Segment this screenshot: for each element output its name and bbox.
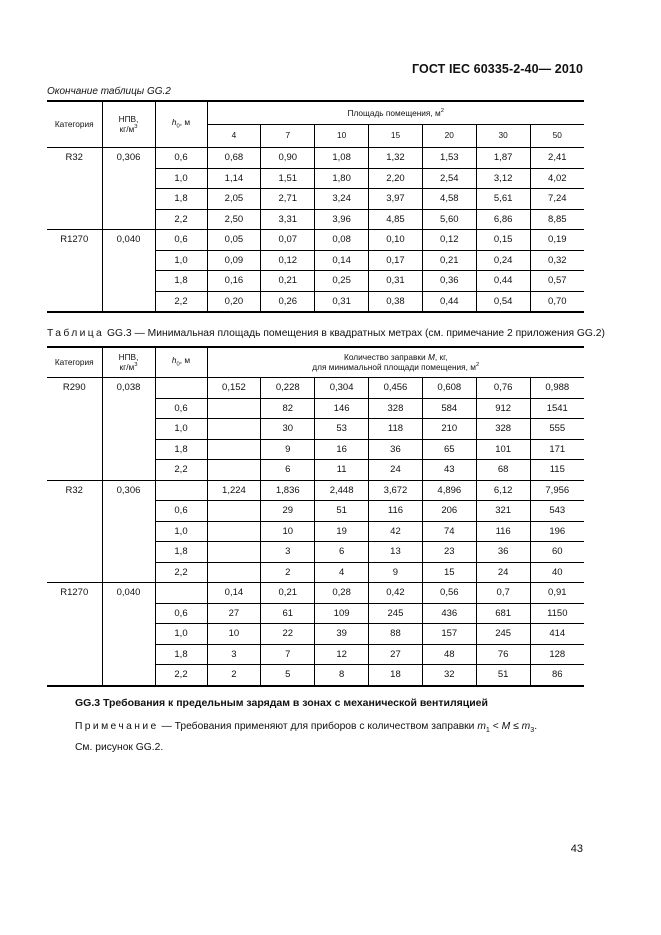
charge-cell: 0,228 <box>261 378 315 399</box>
value-cell: 321 <box>476 501 530 522</box>
value-cell: 0,08 <box>315 230 369 251</box>
value-cell: 4,58 <box>422 189 476 210</box>
value-cell: 27 <box>207 603 261 624</box>
value-cell: 88 <box>369 624 423 645</box>
value-cell <box>207 439 261 460</box>
charge-cell: 0,152 <box>207 378 261 399</box>
value-cell: 0,14 <box>315 250 369 271</box>
height-cell <box>155 378 207 399</box>
value-cell: 6 <box>315 542 369 563</box>
value-cell: 0,68 <box>207 148 261 169</box>
value-cell: 40 <box>530 562 584 583</box>
height-cell: 1,8 <box>155 542 207 563</box>
value-cell: 7 <box>261 644 315 665</box>
value-cell: 0,07 <box>261 230 315 251</box>
area-header: Площадь помещения, $м^2$ <box>207 101 584 125</box>
value-cell: 196 <box>530 521 584 542</box>
value-cell: 24 <box>476 562 530 583</box>
charge-cell: 4,896 <box>422 480 476 501</box>
value-cell: 0,90 <box>261 148 315 169</box>
value-cell: 16 <box>315 439 369 460</box>
value-cell: 328 <box>369 398 423 419</box>
value-cell: 146 <box>315 398 369 419</box>
value-cell: 206 <box>422 501 476 522</box>
value-cell: 584 <box>422 398 476 419</box>
value-cell: 11 <box>315 460 369 481</box>
value-cell: 74 <box>422 521 476 542</box>
value-cell <box>207 562 261 583</box>
value-cell: 3,24 <box>315 189 369 210</box>
value-cell: 2,20 <box>369 168 423 189</box>
value-cell: 51 <box>315 501 369 522</box>
value-cell <box>207 521 261 542</box>
value-cell: 0,05 <box>207 230 261 251</box>
height-cell: 1,8 <box>155 271 207 292</box>
value-cell: 18 <box>369 665 423 686</box>
value-cell: 42 <box>369 521 423 542</box>
value-cell: 0,15 <box>476 230 530 251</box>
charge-cell: 0,14 <box>207 583 261 604</box>
value-cell: 9 <box>261 439 315 460</box>
charge-cell: 0,988 <box>530 378 584 399</box>
value-cell: 128 <box>530 644 584 665</box>
charge-cell: 0,7 <box>476 583 530 604</box>
npv-cell: 0,306 <box>102 480 155 583</box>
height-cell: 1,0 <box>155 168 207 189</box>
value-cell: 1,80 <box>315 168 369 189</box>
value-cell: 2 <box>261 562 315 583</box>
category-cell: R32 <box>47 480 102 583</box>
height-cell: 2,2 <box>155 665 207 686</box>
charge-cell: 2,448 <box>315 480 369 501</box>
value-cell: 3,96 <box>315 209 369 230</box>
col-npv-header: НПВ, $кг/м^3$ <box>102 101 155 148</box>
value-cell: 86 <box>530 665 584 686</box>
value-cell: 3,97 <box>369 189 423 210</box>
value-cell: 0,21 <box>261 271 315 292</box>
charge-cell: 0,76 <box>476 378 530 399</box>
value-cell: 0,54 <box>476 291 530 312</box>
category-cell: R32 <box>47 148 102 230</box>
value-cell: 6 <box>261 460 315 481</box>
value-cell: 3,12 <box>476 168 530 189</box>
value-cell: 65 <box>422 439 476 460</box>
value-cell: 2,41 <box>530 148 584 169</box>
value-cell: 0,26 <box>261 291 315 312</box>
value-cell: 29 <box>261 501 315 522</box>
value-cell: 157 <box>422 624 476 645</box>
table2-caption: Таблица GG.3 — Минимальная площадь помещения в квадратных метрах (см. примечание 2 приложения GG.2) <box>47 328 605 339</box>
value-cell: 0,25 <box>315 271 369 292</box>
value-cell: 3 <box>261 542 315 563</box>
height-cell: 0,6 <box>155 603 207 624</box>
height-cell: 0,6 <box>155 148 207 169</box>
value-cell: 61 <box>261 603 315 624</box>
value-cell: 116 <box>476 521 530 542</box>
value-cell: 13 <box>369 542 423 563</box>
height-cell: 2,2 <box>155 209 207 230</box>
value-cell: 0,57 <box>530 271 584 292</box>
value-cell: 0,21 <box>422 250 476 271</box>
col-height-header: $h_0$, м <box>155 347 207 378</box>
table-row <box>47 230 584 251</box>
height-cell: 2,2 <box>155 562 207 583</box>
value-cell: 23 <box>422 542 476 563</box>
value-cell: 0,12 <box>261 250 315 271</box>
height-cell: 1,0 <box>155 521 207 542</box>
value-cell <box>207 398 261 419</box>
see-figure-ref: См. рисунок GG.2. <box>75 742 164 753</box>
value-cell: 36 <box>476 542 530 563</box>
value-cell: 0,38 <box>369 291 423 312</box>
category-cell: R1270 <box>47 583 102 686</box>
value-cell: 19 <box>315 521 369 542</box>
height-cell: 2,2 <box>155 460 207 481</box>
value-cell <box>207 419 261 440</box>
height-cell: 1,0 <box>155 624 207 645</box>
value-cell: 27 <box>369 644 423 665</box>
value-cell: 24 <box>369 460 423 481</box>
value-cell: 2,50 <box>207 209 261 230</box>
value-cell: 43 <box>422 460 476 481</box>
area-value-header: 30 <box>476 125 530 148</box>
value-cell: 32 <box>422 665 476 686</box>
value-cell: 1150 <box>530 603 584 624</box>
value-cell <box>207 460 261 481</box>
charge-cell: 0,456 <box>369 378 423 399</box>
value-cell: 53 <box>315 419 369 440</box>
value-cell: 0,12 <box>422 230 476 251</box>
value-cell: 1,14 <box>207 168 261 189</box>
value-cell: 76 <box>476 644 530 665</box>
value-cell: 414 <box>530 624 584 645</box>
value-cell: 4 <box>315 562 369 583</box>
value-cell: 681 <box>476 603 530 624</box>
category-cell: R1270 <box>47 230 102 313</box>
value-cell: 0,32 <box>530 250 584 271</box>
value-cell: 171 <box>530 439 584 460</box>
value-cell: 1,87 <box>476 148 530 169</box>
charge-cell: 0,28 <box>315 583 369 604</box>
area-value-header: 20 <box>422 125 476 148</box>
value-cell: 1,32 <box>369 148 423 169</box>
value-cell: 118 <box>369 419 423 440</box>
height-cell: 1,0 <box>155 419 207 440</box>
table-row <box>47 148 584 169</box>
area-value-header: 15 <box>369 125 423 148</box>
col-npv-header: НПВ, $кг/м^3$ <box>102 347 155 378</box>
charge-cell: 0,91 <box>530 583 584 604</box>
height-cell <box>155 583 207 604</box>
charge-cell: 0,42 <box>369 583 423 604</box>
charge-cell: 7,956 <box>530 480 584 501</box>
category-cell: R290 <box>47 378 102 481</box>
value-cell: 82 <box>261 398 315 419</box>
height-cell: 0,6 <box>155 501 207 522</box>
height-cell: 1,8 <box>155 189 207 210</box>
value-cell: 1,51 <box>261 168 315 189</box>
npv-cell: 0,038 <box>102 378 155 481</box>
charge-cell: 3,672 <box>369 480 423 501</box>
table1-caption: Окончание таблицы GG.2 <box>47 86 171 97</box>
value-cell: 0,31 <box>315 291 369 312</box>
value-cell: 12 <box>315 644 369 665</box>
value-cell: 8,85 <box>530 209 584 230</box>
value-cell: 48 <box>422 644 476 665</box>
value-cell: 30 <box>261 419 315 440</box>
area-value-header: 4 <box>207 125 261 148</box>
height-cell: 0,6 <box>155 398 207 419</box>
page-number: 43 <box>570 843 583 855</box>
value-cell: 1,08 <box>315 148 369 169</box>
section-gg3-title: GG.3 Требования к предельным зарядам в зонах с механической вентиляцией <box>75 697 488 709</box>
value-cell: 39 <box>315 624 369 645</box>
charge-cell: 0,608 <box>422 378 476 399</box>
value-cell: 0,24 <box>476 250 530 271</box>
value-cell: 101 <box>476 439 530 460</box>
charge-cell: 1,836 <box>261 480 315 501</box>
col-category-header: Категория <box>47 101 102 148</box>
area-value-header: 10 <box>315 125 369 148</box>
value-cell: 3,31 <box>261 209 315 230</box>
value-cell: 0,19 <box>530 230 584 251</box>
charge-cell: 1,224 <box>207 480 261 501</box>
value-cell: 4,85 <box>369 209 423 230</box>
charge-cell: 0,56 <box>422 583 476 604</box>
value-cell: 0,44 <box>476 271 530 292</box>
table-gg3 <box>47 346 584 687</box>
value-cell: 543 <box>530 501 584 522</box>
value-cell: 245 <box>369 603 423 624</box>
charge-header: Количество заправки M, кг, для минимальной площади помещения, $м^2$ <box>207 347 584 378</box>
value-cell: 555 <box>530 419 584 440</box>
value-cell: 5,60 <box>422 209 476 230</box>
col-height-header: $h_0$, м <box>155 101 207 148</box>
value-cell: 8 <box>315 665 369 686</box>
value-cell: 10 <box>207 624 261 645</box>
value-cell: 0,44 <box>422 291 476 312</box>
value-cell: 0,31 <box>369 271 423 292</box>
value-cell: 9 <box>369 562 423 583</box>
table-gg2-end <box>47 100 584 313</box>
value-cell: 2,71 <box>261 189 315 210</box>
value-cell <box>207 542 261 563</box>
value-cell: 0,09 <box>207 250 261 271</box>
height-cell: 1,0 <box>155 250 207 271</box>
area-value-header: 50 <box>530 125 584 148</box>
height-cell: 1,8 <box>155 439 207 460</box>
charge-cell: 0,21 <box>261 583 315 604</box>
value-cell: 116 <box>369 501 423 522</box>
value-cell: 0,20 <box>207 291 261 312</box>
value-cell: 3 <box>207 644 261 665</box>
value-cell: 115 <box>530 460 584 481</box>
value-cell: 109 <box>315 603 369 624</box>
value-cell: 36 <box>369 439 423 460</box>
value-cell: 0,10 <box>369 230 423 251</box>
value-cell: 4,02 <box>530 168 584 189</box>
value-cell: 210 <box>422 419 476 440</box>
value-cell: 10 <box>261 521 315 542</box>
height-cell: 0,6 <box>155 230 207 251</box>
area-value-header: 7 <box>261 125 315 148</box>
npv-cell: 0,040 <box>102 230 155 313</box>
value-cell: 51 <box>476 665 530 686</box>
value-cell: 5 <box>261 665 315 686</box>
charge-cell: 6,12 <box>476 480 530 501</box>
value-cell: 912 <box>476 398 530 419</box>
value-cell: 0,17 <box>369 250 423 271</box>
value-cell: 2 <box>207 665 261 686</box>
height-cell: 2,2 <box>155 291 207 312</box>
value-cell: 68 <box>476 460 530 481</box>
value-cell: 0,70 <box>530 291 584 312</box>
height-cell <box>155 480 207 501</box>
value-cell: 7,24 <box>530 189 584 210</box>
value-cell: 1541 <box>530 398 584 419</box>
value-cell: 5,61 <box>476 189 530 210</box>
npv-cell: 0,306 <box>102 148 155 230</box>
value-cell: 2,05 <box>207 189 261 210</box>
value-cell: 15 <box>422 562 476 583</box>
charge-row <box>47 378 584 399</box>
npv-cell: 0,040 <box>102 583 155 686</box>
value-cell: 0,16 <box>207 271 261 292</box>
col-category-header: Категория <box>47 347 102 378</box>
value-cell: 245 <box>476 624 530 645</box>
value-cell: 0,36 <box>422 271 476 292</box>
value-cell: 60 <box>530 542 584 563</box>
document-header: ГОСТ IEC 60335-2-40— 2010 <box>412 62 583 76</box>
value-cell <box>207 501 261 522</box>
value-cell: 2,54 <box>422 168 476 189</box>
value-cell: 6,86 <box>476 209 530 230</box>
charge-row <box>47 583 584 604</box>
value-cell: 22 <box>261 624 315 645</box>
note: Примечание — Требования применяют для приборов с количеством заправки $m_1 < M \le m_3$. <box>75 721 538 735</box>
value-cell: 1,53 <box>422 148 476 169</box>
value-cell: 436 <box>422 603 476 624</box>
charge-row <box>47 480 584 501</box>
charge-cell: 0,304 <box>315 378 369 399</box>
value-cell: 328 <box>476 419 530 440</box>
height-cell: 1,8 <box>155 644 207 665</box>
